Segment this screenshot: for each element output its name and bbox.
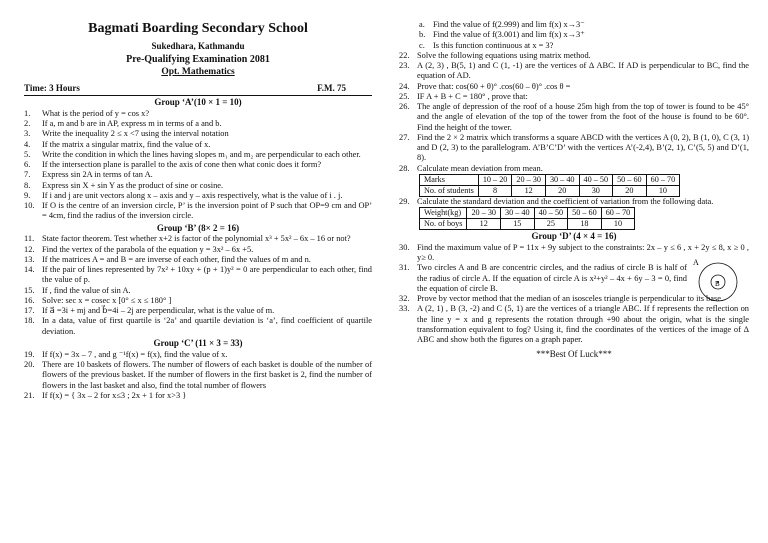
group-c-heading: Group ‘C’ (11 × 3 = 33) xyxy=(153,337,243,348)
subject-title: Opt. Mathematics xyxy=(161,67,235,78)
question-item xyxy=(399,133,749,164)
question-item xyxy=(399,92,749,102)
question-item xyxy=(24,255,372,265)
table-cell: 20 xyxy=(613,185,647,196)
question-text: If the matrix a singular matrix, find the value of x. xyxy=(42,139,211,149)
table-cell: 40 – 50 xyxy=(579,174,613,185)
question-number: 31. xyxy=(399,263,410,273)
full-marks-label: F.M. 75 xyxy=(317,82,346,93)
question-text: Calculate mean deviation from mean. xyxy=(417,163,543,173)
right-column xyxy=(399,20,749,360)
question-text: Prove by vector method that the median of an isosceles triangle is perpendicular to its base. xyxy=(417,294,724,304)
question-item xyxy=(399,164,749,174)
question-text: In a data, value of first quartile is ‘2a’ and quartile deviation is ‘a’, find coefficient of quartile deviation. xyxy=(42,316,372,336)
question-number: 10. xyxy=(24,201,35,210)
table-cell: No. of students xyxy=(420,185,479,196)
right-questions xyxy=(399,51,749,174)
table-cell: 18 xyxy=(568,219,602,230)
marks-table xyxy=(419,174,680,197)
group-a-questions xyxy=(24,109,372,222)
group-a-heading: Group ‘A’(10 × 1 = 10) xyxy=(154,96,242,107)
question-number: 18. xyxy=(24,316,35,326)
question-number: 14. xyxy=(24,265,35,275)
question-text: If , find the value of sin A. xyxy=(42,285,131,295)
question-number: 22. xyxy=(399,50,410,60)
question-number: 33. xyxy=(399,304,410,314)
question-number: 8. xyxy=(24,180,31,190)
question-text: Express sin X + sin Y as the product of sine or cosine. xyxy=(42,180,224,190)
question-text: Is this function continuous at x = 3? xyxy=(433,40,554,50)
question-item xyxy=(24,360,372,391)
table-cell: 30 – 40 xyxy=(545,174,579,185)
question-item xyxy=(24,350,372,360)
question-item xyxy=(24,160,372,170)
table-cell: 20 – 30 xyxy=(512,174,546,185)
question-number: 7. xyxy=(24,170,31,180)
question-text: If the intersection plane is parallel to the axis of cone then what conic does it form? xyxy=(42,160,322,169)
table-cell: 50 – 60 xyxy=(568,208,602,219)
question-number: 6. xyxy=(24,160,31,169)
table-row xyxy=(420,219,635,230)
question-text: There are 10 baskets of flowers. The number of flowers of each basket is double of the number of flowers of the previous basket. If the number of flowers in the first basket is 2, find the number of flowers in the last basket and also, find the total number of flowers xyxy=(42,360,372,390)
footer-note: ***Best Of Luck*** xyxy=(536,349,612,360)
question-number: 2. xyxy=(24,119,31,128)
table-cell: 60 – 70 xyxy=(646,174,680,185)
question-text: Write the inequality 2 ≤ x <7 using the interval notation xyxy=(42,129,229,139)
group-b-heading: Group ‘B’ (8× 2 = 16) xyxy=(156,222,240,233)
table-row xyxy=(420,208,635,219)
question-number: 17. xyxy=(24,306,35,316)
question-text: Solve the following equations using matrix method. xyxy=(417,50,591,60)
question-item xyxy=(24,129,372,139)
question-number: 29. xyxy=(399,196,410,206)
question-number: 27. xyxy=(399,132,410,142)
group-c-questions xyxy=(24,350,372,401)
question-number: 32. xyxy=(399,294,410,304)
table-row xyxy=(420,185,680,196)
table-cell: 10 xyxy=(646,185,680,196)
question-number: 23. xyxy=(399,61,410,70)
question-text: Find the maximum value of P = 11x + 9y subject to the constraints: 2x – y ≤ 6 , x + 2y ≤ 8, x ≥ 0 , y≥ 0. xyxy=(417,242,749,263)
table-cell: 50 – 60 xyxy=(613,174,647,185)
question-item xyxy=(24,306,372,316)
question-text: Find the value of f(2.999) and lim f(x) x→3⁻ xyxy=(433,20,585,29)
question-item xyxy=(399,102,749,133)
question-number: 15. xyxy=(24,285,35,295)
question-item xyxy=(399,197,749,207)
question-item xyxy=(24,296,372,306)
table-cell: 12 xyxy=(467,219,501,230)
question-number: 11. xyxy=(24,234,35,244)
question-number: 30. xyxy=(399,242,410,252)
table-cell: 30 – 40 xyxy=(501,208,535,219)
question-item xyxy=(24,150,372,160)
question-text: If a, m and b are in AP, express m in terms of a and b. xyxy=(42,119,222,128)
exam-title: Pre-Qualifying Examination 2081 xyxy=(126,54,270,66)
question-text: If f(x) = { 3x – 2 for x≤3 ; 2x + 1 for x>3 } xyxy=(42,390,187,400)
question-number: c. xyxy=(419,40,425,50)
question-item xyxy=(399,304,749,345)
table-cell: Weight(kg) xyxy=(420,208,467,219)
group-d-heading: Group ‘D’ (4 × 4 = 16) xyxy=(531,231,617,241)
question-text: Calculate the standard deviation and the coefficient of variation from the following data. xyxy=(417,196,714,206)
question-number: 19. xyxy=(24,349,35,359)
table-cell: 10 – 20 xyxy=(478,174,512,185)
question-item xyxy=(24,170,372,180)
question-text: A (2, 1) , B (3, -2) and C (5, 1) are the vertices of a triangle ABC. If f represents the reflection on the line y = x and g represents the rotation through +90 about the origin, what is the single transformation equivalent to fog? Using it, find the coordinates of the vertices of the image of Δ ABC and show both the figures on a graph paper. xyxy=(417,304,749,345)
left-column xyxy=(24,0,372,401)
question-text: If O is the centre of an inversion circle, P’ is the inversion point of P such that OP=9 cm and OP’ = 4cm, find the radius of the inversion circle. xyxy=(42,201,372,221)
table-cell: No. of boys xyxy=(420,219,467,230)
question-number: 12. xyxy=(24,244,35,254)
question-item xyxy=(399,61,749,82)
question-text: Write the condition in which the lines having slopes m₁ and m₂ are perpendicular to each other. xyxy=(42,149,361,159)
question-item xyxy=(24,191,372,201)
question-text: A (2, 3) , B(5, 1) and C (1, -1) are the vertices of Δ ABC. If AD is perpendicular to BC, find the equation of AD. xyxy=(417,61,749,81)
question-text: What is the period of y = cos x? xyxy=(42,108,150,118)
q21-subparts xyxy=(399,20,749,51)
weight-table xyxy=(419,207,635,230)
question-text: Solve: sec x = cosec x [0° ≤ x ≤ 180° ] xyxy=(42,295,172,305)
table-cell: 10 xyxy=(601,219,635,230)
table-row xyxy=(420,174,680,185)
question-number: 3. xyxy=(24,129,31,139)
group-b-questions xyxy=(24,234,372,337)
question-text: The angle of depression of the roof of a house 25m high from the top of tower is found to be 45° and the angle of elevation of the top of the tower from the foot of the house is found to be 60°. Find the height of the tower. xyxy=(417,102,749,132)
question-item xyxy=(24,265,372,286)
question-text: If the matrices A = and B = are inverse of each other, find the values of m and n. xyxy=(42,254,311,264)
question-item xyxy=(24,201,372,222)
question-number: 26. xyxy=(399,102,410,111)
question-text: Two circles A and B are concentric circles, and the radius of circle B is half of the radius of circle A. If the equation of circle A is x²+y² – 4x + 6y – 3 = 0, find the equation of circle B. xyxy=(417,263,687,293)
question-number: 13. xyxy=(24,254,35,264)
question-number: 16. xyxy=(24,295,35,305)
table-cell: 30 xyxy=(579,185,613,196)
question-number: b. xyxy=(419,30,426,40)
question-number: 9. xyxy=(24,190,31,200)
concentric-circles-icon xyxy=(691,257,741,303)
question-text: If a⃗ =3i + mj and b⃗=4i – 2j are perpendicular, what is the value of m. xyxy=(42,306,275,316)
table-cell: 12 xyxy=(512,185,546,196)
question-number: 20. xyxy=(24,360,35,370)
question-text: If the pair of lines represented by 7x² + 10xy + (p + 1)y² = 0 are perpendicular to each other, find the value of p. xyxy=(42,265,372,285)
question-item xyxy=(24,119,372,129)
circle-b-label: B xyxy=(715,279,720,288)
question-item xyxy=(24,286,372,296)
time-marks-row xyxy=(24,82,372,96)
question-item xyxy=(24,245,372,255)
question-text: Prove that: cos(60 + θ)° .cos(60 – θ)° .cos θ = xyxy=(417,81,571,91)
question-text: Find the vertex of the parabola of the equation y = 3x² – 6x +5. xyxy=(42,244,254,254)
table-cell: 60 – 70 xyxy=(601,208,635,219)
question-item xyxy=(24,391,372,401)
question-item xyxy=(399,51,749,61)
sub-question-item xyxy=(399,30,749,40)
table-cell: Marks xyxy=(420,174,479,185)
table-cell: 20 – 30 xyxy=(467,208,501,219)
time-label: Time: 3 Hours xyxy=(24,82,80,93)
question-number: 24. xyxy=(399,81,410,91)
question-text: Express sin 2A in terms of tan A. xyxy=(42,170,153,180)
question-text: If i and j are unit vectors along x – axis and y – axis respectively, what is the value of i . j. xyxy=(42,190,343,200)
table-cell: 25 xyxy=(534,219,568,230)
school-name: Bagmati Boarding Secondary School xyxy=(88,21,308,36)
concentric-circles-figure xyxy=(691,257,741,306)
question-number: 4. xyxy=(24,139,31,149)
question-number: 21. xyxy=(24,390,35,400)
school-address: Sukedhara, Kathmandu xyxy=(151,41,245,52)
question-number: 28. xyxy=(399,163,410,173)
table-cell: 8 xyxy=(478,185,512,196)
question-item xyxy=(24,181,372,191)
table-cell: 40 – 50 xyxy=(534,208,568,219)
question-number: 5. xyxy=(24,149,31,159)
question-number: 25. xyxy=(399,91,410,101)
question-text: Find the value of f(3.001) and lim f(x) x→3⁺ xyxy=(433,30,585,40)
table-cell: 15 xyxy=(501,219,535,230)
question-item xyxy=(24,140,372,150)
question-item xyxy=(24,234,372,244)
question-item xyxy=(399,82,749,92)
question-text: Find the 2 × 2 matrix which transforms a square ABCD with the vertices A (0, 2), B (1, 0), C (3, 1) and D (2, 3) to the parallelogram. A’B’C’D’ with the vertices A’(-2,4), B’(2, 1), C’(5, 5) and D’(1, 8). xyxy=(417,132,749,163)
table-cell: 20 xyxy=(545,185,579,196)
question-number: 1. xyxy=(24,108,31,118)
question-item xyxy=(24,316,372,337)
sub-question-item xyxy=(399,20,749,30)
question-text: If f(x) = 3x – 7 , and g ⁻¹f(x) = f(x), find the value of x. xyxy=(42,349,228,359)
question-item xyxy=(24,109,372,119)
question-number: a. xyxy=(419,20,425,29)
question-text: IF A + B + C = 180° , prove that: xyxy=(417,91,528,101)
question-text: State factor theorem. Test whether x+2 is factor of the polynomial x³ + 5x² – 6x – 16 or not? xyxy=(42,234,351,244)
circle-a-label: A xyxy=(693,257,699,267)
sub-question-item xyxy=(399,41,749,51)
